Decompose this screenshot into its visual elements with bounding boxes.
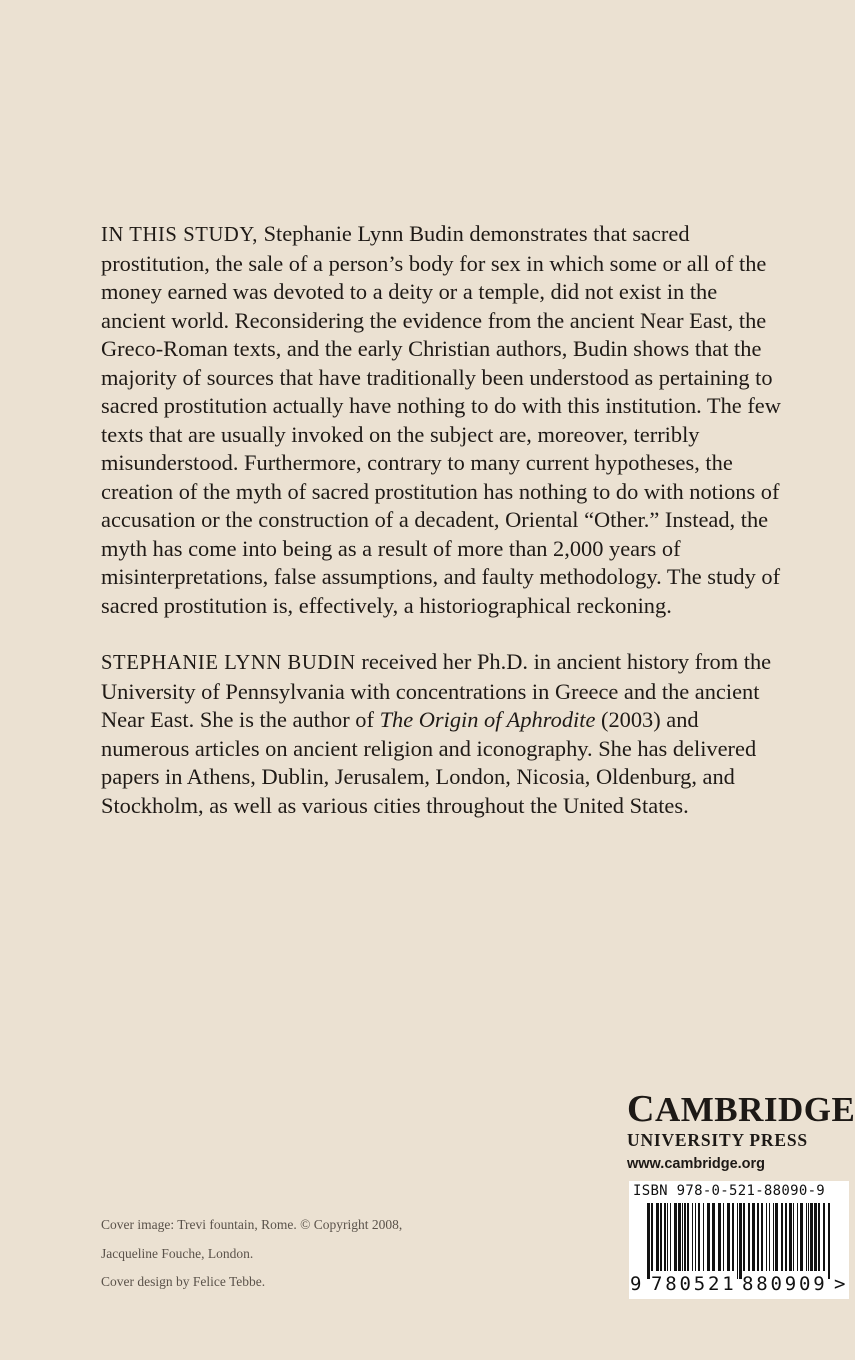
barcode-bar [766, 1203, 767, 1271]
barcode-bar [707, 1203, 710, 1271]
barcode-bar [651, 1203, 653, 1271]
barcode-bar [674, 1203, 677, 1271]
barcode-bar [732, 1203, 734, 1271]
barcode-bar [687, 1203, 689, 1271]
barcode-bar [692, 1203, 693, 1271]
barcode-bar [793, 1203, 794, 1271]
barcode-bar [773, 1203, 774, 1271]
barcode-bar [823, 1203, 825, 1271]
barcode-bar [748, 1203, 750, 1271]
barcode-bar [678, 1203, 681, 1271]
barcode-arrow: > [834, 1273, 846, 1295]
barcode-bars [629, 1203, 849, 1279]
barcode-bar [684, 1203, 686, 1271]
barcode-bar [752, 1203, 755, 1271]
barcode-bar [656, 1203, 659, 1271]
barcode-bar [789, 1203, 792, 1271]
barcode-lead-digit: 9 [630, 1273, 642, 1295]
barcode-bar [727, 1203, 730, 1271]
barcode-bar [739, 1203, 742, 1279]
blurb-paragraph-2 [101, 648, 781, 820]
barcode-digits [629, 1273, 849, 1297]
barcode-bar [664, 1203, 666, 1271]
barcode-group-2: 880909 [742, 1273, 828, 1295]
barcode-group-1: 780521 [651, 1273, 737, 1295]
cover-credits [101, 1211, 402, 1297]
credit-line-3: Cover design by Felice Tebbe. [101, 1274, 266, 1289]
barcode-bar [781, 1203, 783, 1271]
publisher-subtitle: UNIVERSITY PRESS [627, 1130, 808, 1150]
barcode-bar [667, 1203, 668, 1271]
barcode-bar [718, 1203, 721, 1271]
blurb-text-1: Stephanie Lynn Budin demonstrates that sacred prostitution, the sale of a person’s body for sex in which some or all of the money earned was devoted to a deity or a temple, did not exist in the ancient world. Reconsidering the evidence from the ancient Near East, the Greco-Roman texts, and the early Christian authors, Budin shows that the majority of sources that have traditionally been understood as pertaining to sacred prostitution actually have nothing to do with this institution. The few texts that are usually invoked on the subject are, moreover, terribly misunderstood. Furthermore, contrary to many current hypotheses, the creation of the myth of sacred prostitution has nothing to do with notions of accusation or the construction of a decadent, Oriental “Other.” Instead, the myth has come into being as a result of more than 2,000 years of misinterpretations, false assumptions, and faulty methodology. The study of sacred prostitution is, effectively, a historiographical reckoning. [101, 221, 781, 618]
barcode-bar [808, 1203, 809, 1271]
barcode-bar [806, 1203, 807, 1271]
blurb-text-2b: (2003) and numerous articles on ancient religion and iconography. She has delivered papers in Athens, Dublin, Jerusalem, London, Nicosia, Oldenburg, and Stockholm, as well as various cities throughout the United States. [101, 707, 757, 818]
isbn-label: ISBN 978-0-521-88090-9 [633, 1183, 826, 1199]
barcode-bar [769, 1203, 770, 1271]
barcode-bar [698, 1203, 700, 1271]
credit-line-2: Jacqueline Fouche, London. [101, 1245, 254, 1261]
barcode-bar [743, 1203, 745, 1271]
barcode-bar [712, 1203, 715, 1271]
barcode-bar [810, 1203, 813, 1271]
barcode-bar [737, 1203, 738, 1279]
blurb-text-2a: received her Ph.D. in ancient history from the University of Pennsylvania with concentrations in Greece and the ancient Near East. She is the author of [101, 649, 772, 732]
barcode-bar [785, 1203, 787, 1271]
back-cover-blurb [101, 220, 781, 820]
author-name-lead: STEPHANIE LYNN BUDIN [101, 652, 356, 674]
book-title: The Origin of Aphrodite [379, 707, 596, 732]
blurb-paragraph-1 [101, 220, 781, 620]
publisher-name-initial: C [627, 1088, 655, 1130]
barcode-bar [647, 1203, 650, 1279]
barcode-bar [723, 1203, 724, 1271]
barcode-bar [703, 1203, 704, 1271]
barcode-bar [775, 1203, 778, 1271]
publisher-name-rest: AMBRIDGE [654, 1090, 855, 1129]
barcode-bar [695, 1203, 696, 1271]
publisher-url[interactable]: www.cambridge.org [627, 1156, 766, 1172]
barcode-bar [660, 1203, 662, 1271]
isbn-barcode [629, 1181, 849, 1299]
barcode-bar [818, 1203, 820, 1271]
barcode-bar [800, 1203, 803, 1271]
barcode-bar [797, 1203, 798, 1271]
barcode-bar [670, 1203, 671, 1271]
barcode-bar [814, 1203, 817, 1271]
publisher-name [627, 1088, 855, 1130]
barcode-bar [757, 1203, 759, 1271]
publisher-logo [627, 1088, 855, 1176]
barcode-bar [761, 1203, 763, 1271]
credit-line-1: Cover image: Trevi fountain, Rome. © Copyright 2008, [101, 1217, 403, 1232]
barcode-bar [828, 1203, 830, 1279]
barcode-bar [682, 1203, 683, 1271]
blurb-lead-1: IN THIS STUDY, [101, 224, 258, 246]
